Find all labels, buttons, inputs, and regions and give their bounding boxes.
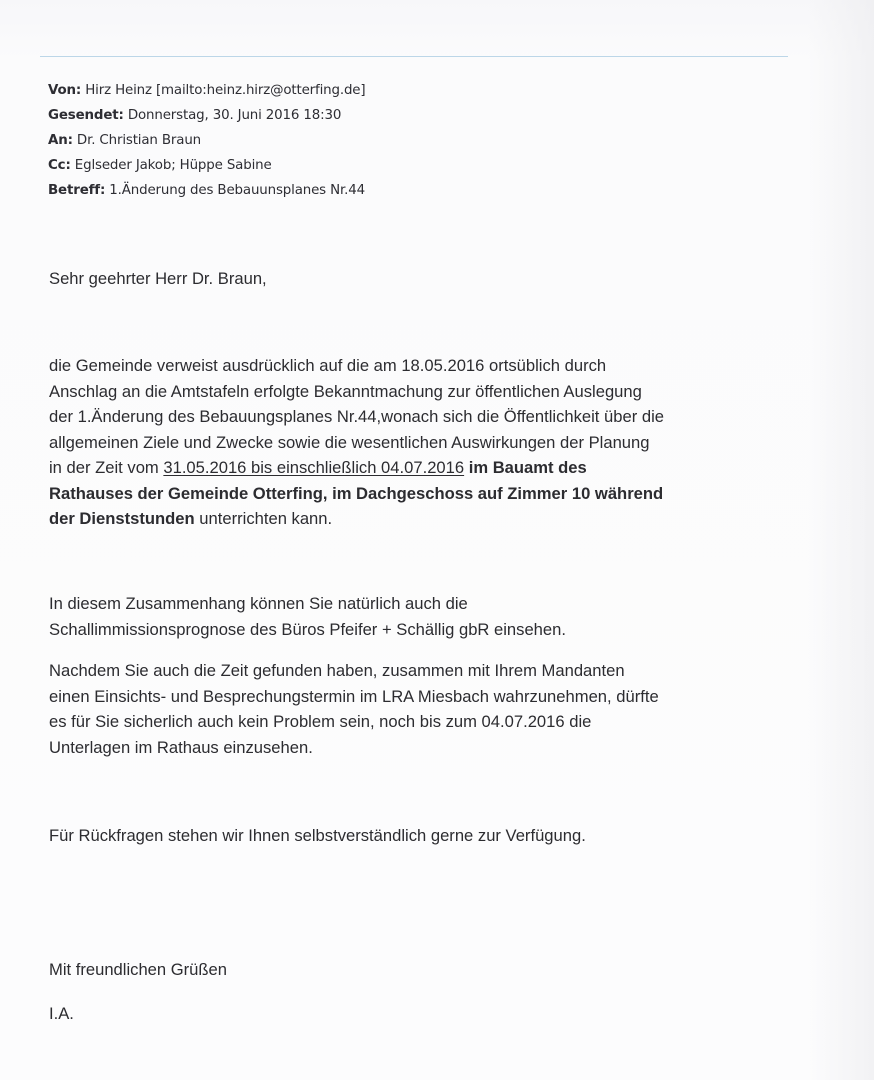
paragraph-line xyxy=(49,455,789,481)
subject-value: 1.Änderung des Bebauunsplanes Nr.44 xyxy=(109,183,365,198)
to-value: Dr. Christian Braun xyxy=(76,133,202,148)
from-label: Von: xyxy=(48,83,82,98)
header-separator-line xyxy=(40,56,788,57)
line-rest: unterrichten kann. xyxy=(194,509,333,528)
subject-label: Betreff: xyxy=(48,183,106,198)
subject-row xyxy=(48,178,808,203)
from-value: Hirz Heinz [mailto:heinz.hirz@otterfing.de] xyxy=(85,83,366,98)
paragraph-line: der 1.Änderung des Bebauungsplanes Nr.44,wonach sich die Öffentlichkeit über die xyxy=(49,407,664,426)
cc-row xyxy=(48,153,808,178)
paragraph-line: Nachdem Sie auch die Zeit gefunden haben, zusammen mit Ihrem Mandanten xyxy=(49,661,625,680)
to-label: An: xyxy=(48,133,73,148)
paragraph-line: allgemeinen Ziele und Zwecke sowie die wesentlichen Auswirkungen der Planung xyxy=(49,432,650,452)
page-edge-shadow xyxy=(808,0,874,1080)
cc-label: Cc: xyxy=(48,158,71,173)
paragraph-line xyxy=(49,506,789,532)
paragraph-line: es für Sie sicherlich auch kein Problem sein, noch bis zum 04.07.2016 die xyxy=(49,712,592,731)
paragraph-line: Schallimmissionsprognose des Büros Pfeifer + Schällig gbR einsehen. xyxy=(49,619,566,639)
paragraph-appointment xyxy=(49,658,789,760)
paragraph-line: einen Einsichts- und Besprechungstermin im LRA Miesbach wahrzunehmen, dürfte xyxy=(49,686,659,706)
signature-ia: I.A. xyxy=(49,1004,74,1023)
paragraph-line: die Gemeinde verweist ausdrücklich auf die am 18.05.2016 ortsüblich durch xyxy=(49,356,607,375)
paragraph-noise-report xyxy=(49,591,789,642)
paragraph-announcement xyxy=(49,353,789,532)
location-bold: im Bauamt des xyxy=(464,458,587,477)
line-prefix: in der Zeit vom xyxy=(49,458,164,477)
email-header xyxy=(48,78,808,203)
hours-bold: der Dienststunden xyxy=(49,509,195,528)
from-row xyxy=(48,78,808,103)
closing-salutation: Mit freundlichen Grüßen xyxy=(49,960,228,979)
sent-value: Donnerstag, 30. Juni 2016 18:30 xyxy=(127,108,342,123)
cc-value: Eglseder Jakob; Hüppe Sabine xyxy=(74,158,272,173)
greeting: Sehr geehrter Herr Dr. Braun, xyxy=(49,269,267,288)
date-range-underlined: 31.05.2016 bis einschließlich 04.07.2016 xyxy=(163,458,465,477)
paragraph-line-bold: Rathauses der Gemeinde Otterfing, im Dachgeschoss auf Zimmer 10 während xyxy=(49,483,664,503)
paragraph-line: Anschlag an die Amtstafeln erfolgte Bekanntmachung zur öffentlichen Auslegung xyxy=(49,381,642,401)
to-row xyxy=(48,128,808,153)
sent-label: Gesendet: xyxy=(48,108,124,123)
sent-row xyxy=(48,103,808,128)
paragraph-line: In diesem Zusammenhang können Sie natürlich auch die xyxy=(49,594,468,613)
paragraph-line: Unterlagen im Rathaus einzusehen. xyxy=(49,737,313,757)
paragraph-questions: Für Rückfragen stehen wir Ihnen selbstverständlich gerne zur Verfügung. xyxy=(49,826,586,845)
